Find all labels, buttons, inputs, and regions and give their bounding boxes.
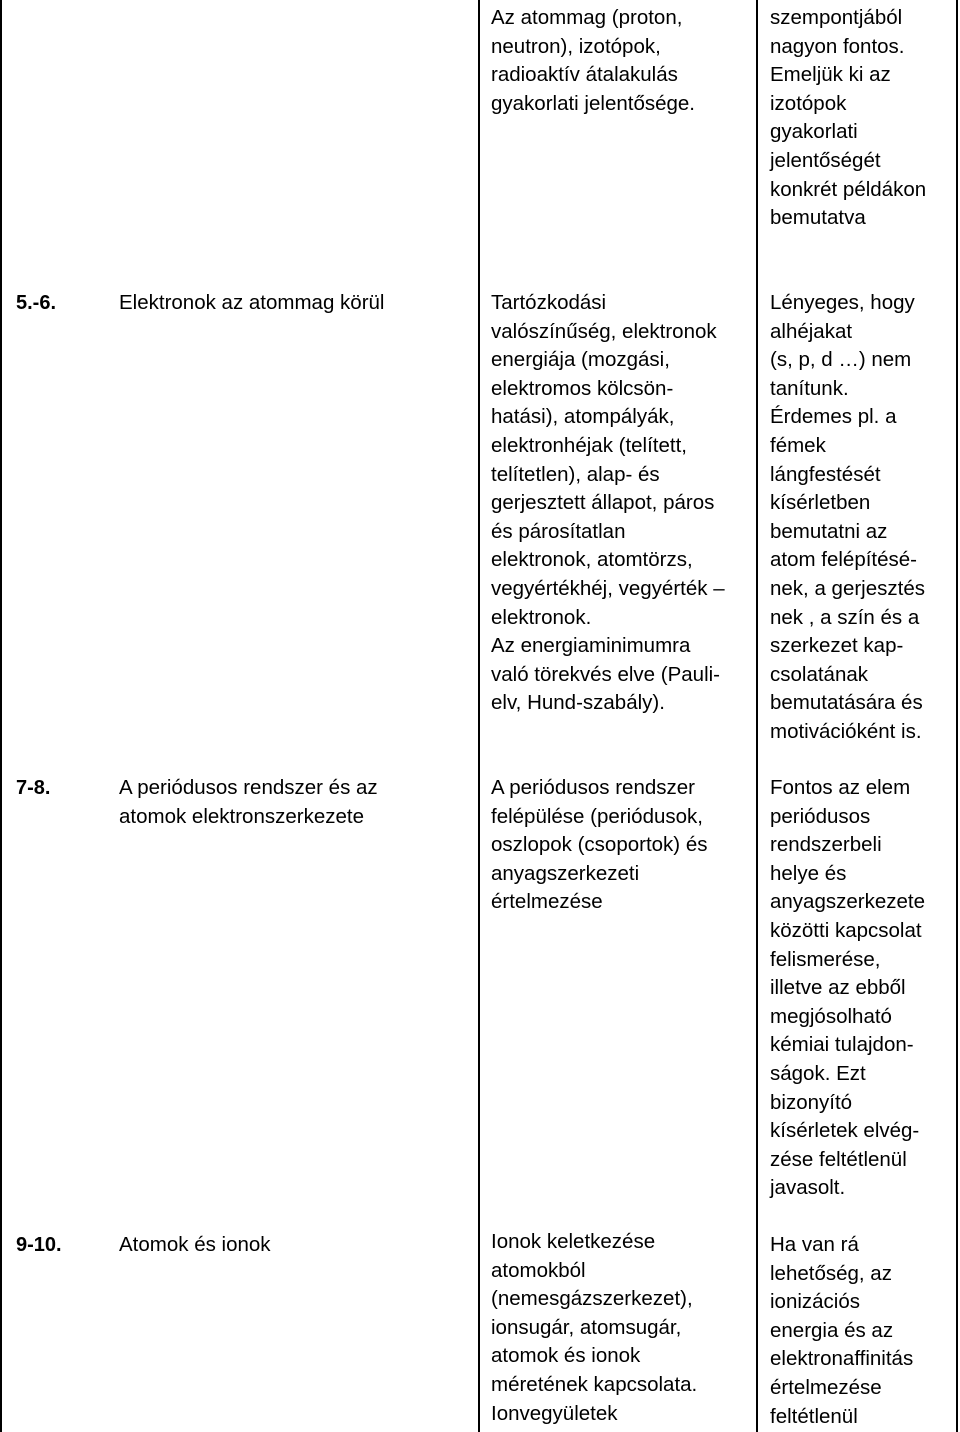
lesson-number: 9-10.	[16, 1234, 62, 1256]
row-note-atommag: szempontjából nagyon fontos. Emeljük ki az izotópok gyakorlati jelentőségét konkrét példákon bemutatva	[770, 6, 927, 230]
topic-title: A periódusos rendszer és az atomok elektronszerkezete	[119, 776, 378, 828]
topic-title: Atomok és ionok	[119, 1233, 271, 1256]
lesson-number: 5.-6.	[16, 292, 57, 314]
table-border-col3	[756, 0, 758, 1432]
row-content-atommag: Az atommag (proton, neutron), izotópok, radioaktív átalakulás gyakorlati jelentősége.	[491, 6, 695, 115]
table-border-left	[0, 0, 2, 1432]
row-note-ionok: Ha van rá lehetőség, az ionizációs energia és az elektronaffinitás értelmezése feltétlenül	[770, 1233, 914, 1428]
row-content-periodusos: A periódusos rendszer felépülése (periódusok, oszlopok (csoportok) és anyagszerkezeti értelmezése	[491, 776, 708, 914]
row-content-ionok: Ionok keletkezése atomokból (nemesgázszerkezet), ionsugár, atomsugár, atomok és ionok méretének kapcsolata. Ionvegyületek	[491, 1230, 698, 1425]
lesson-number: 7-8.	[16, 777, 51, 799]
table-border-right	[956, 0, 958, 1432]
table-border-col2	[478, 0, 480, 1432]
row-content-elektronok: Tartózkodási valószínűség, elektronok energiája (mozgási, elektromos kölcsön- hatási), atompályák, elektronhéjak (telített, telítetlen), alap- és gerjesztett állapot, páros és párosítatlan elektronok, atomtörzs, vegyértékhéj, vegyérték – elektronok. Az energiaminimumra való törekvés elve (Pauli- elv, Hund-szabály).	[491, 291, 725, 715]
row-note-periodusos: Fontos az elem periódusos rendszerbeli helye és anyagszerkezete közötti kapcsolat felismerése, illetve az ebből megjósolható kémiai tulajdon- ságok. Ezt bizonyító kísérletek elvég- zése feltétlenül javasolt.	[770, 776, 925, 1200]
row-note-elektronok: Lényeges, hogy alhéjakat (s, p, d …) nem tanítunk. Érdemes pl. a fémek lángfestését kísérletben bemutatni az atom felépítésé- nek, a gerjesztés nek , a szín és a szerkezet kap- csolatának bemutatására és motivációként is.	[770, 291, 925, 743]
topic-title: Elektronok az atommag körül	[119, 291, 385, 314]
